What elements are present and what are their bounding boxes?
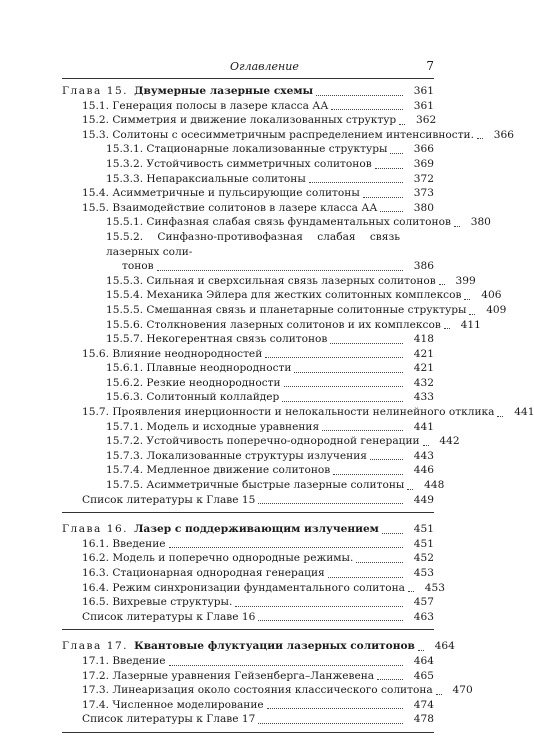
chapter-number: Глава 17. xyxy=(62,640,129,653)
toc-entry[interactable] xyxy=(62,595,434,610)
dot-leader xyxy=(330,343,403,344)
toc-entry-label: 17.1. Введение xyxy=(82,654,166,667)
toc-entry-label: 15.5.1. Синфазная слабая связь фундаментальных солитонов xyxy=(106,216,451,229)
toc-entry[interactable] xyxy=(62,142,434,157)
toc-page-number: 452 xyxy=(413,552,434,565)
toc-page-number: 441 xyxy=(413,420,434,433)
toc-entry[interactable] xyxy=(62,201,434,216)
toc-entry-label: 15.5.6. Столкновения лазерных солитонов и их комплексов xyxy=(106,318,441,331)
toc-page-number: 362 xyxy=(415,114,437,127)
toc-entry-label: 15.5.5. Смешанная связь и планетарные солитонные структуры xyxy=(106,303,467,316)
toc-page-number: 411 xyxy=(460,318,481,331)
toc-page-number: 478 xyxy=(413,713,434,726)
toc-entry-label: Список литературы к Главе 17 xyxy=(82,713,256,726)
toc-entry[interactable] xyxy=(62,493,434,508)
toc-page-number: 409 xyxy=(486,303,507,316)
toc-entry-label: 17.2. Лазерные уравнения Гейзенберга–Ланжевена xyxy=(82,669,375,682)
toc-page-number: 366 xyxy=(413,143,434,156)
toc-page-number: 443 xyxy=(413,449,434,462)
toc-entry-label: 15.3.1. Стационарные локализованные структуры xyxy=(106,143,388,156)
toc-page-number: 380 xyxy=(413,201,434,214)
toc-entry-label: 15.6. Влияние неоднородностей xyxy=(82,347,263,360)
toc-entry-label: 16.5. Вихревые структуры. xyxy=(82,596,233,609)
toc-entry-label: 15.6.1. Плавные неоднородности xyxy=(106,362,292,375)
dot-leader xyxy=(235,606,403,607)
dot-leader xyxy=(408,591,414,592)
toc-entry[interactable] xyxy=(62,172,434,187)
dot-leader xyxy=(169,547,403,548)
dot-leader xyxy=(444,328,450,329)
toc-page-number: 418 xyxy=(413,333,434,346)
toc-entry[interactable]: 15.5.2. Синфазно-противофазная слабая связь лазерных соли- xyxy=(106,230,400,258)
chapter-heading-label xyxy=(62,84,313,99)
toc-entry-label: 15.5. Взаимодействие солитонов в лазере класса АА xyxy=(82,201,378,214)
toc-entry-label: 15.7.1. Модель и исходные уравнения xyxy=(106,420,320,433)
toc-page-number: 465 xyxy=(413,669,434,682)
toc-entry[interactable] xyxy=(62,274,476,289)
toc-entry[interactable] xyxy=(62,215,491,230)
toc-page-number: 366 xyxy=(493,128,514,141)
toc-page-number: 432 xyxy=(413,376,434,389)
dot-leader xyxy=(265,357,403,358)
dot-leader xyxy=(363,197,403,198)
toc-entry-continuation[interactable] xyxy=(62,259,434,274)
chapter-number: Глава 15. xyxy=(62,85,129,97)
dot-leader xyxy=(436,694,442,695)
dot-leader xyxy=(328,577,403,578)
chapter-title: Лазер с поддерживающим излучением xyxy=(134,523,379,536)
toc-entry[interactable] xyxy=(62,698,434,713)
toc-entry-label: 15.5.3. Сильная и сверхсильная связь лазерных солитонов xyxy=(106,274,436,287)
dot-leader xyxy=(157,270,403,271)
toc-entry-label: 16.3. Стационарная однородная генерация xyxy=(82,567,325,579)
toc-page-number: 406 xyxy=(481,289,502,302)
dot-leader xyxy=(407,489,413,490)
dot-leader xyxy=(333,474,403,475)
toc-entry[interactable] xyxy=(62,449,434,464)
toc-page-number: 380 xyxy=(470,216,491,229)
dot-leader xyxy=(284,386,403,387)
dot-leader xyxy=(454,226,460,227)
dot-leader xyxy=(382,533,403,534)
dot-leader xyxy=(322,430,403,431)
toc-entry[interactable] xyxy=(62,683,473,698)
toc-entry[interactable] xyxy=(62,303,507,318)
toc-page-number: 441 xyxy=(514,406,534,419)
toc-entry-label: 15.7.5. Асимметричные быстрые лазерные солитоны xyxy=(106,479,405,492)
toc-page-number: 369 xyxy=(413,157,434,170)
dot-leader xyxy=(267,708,403,709)
chapter-heading-label xyxy=(62,639,415,654)
toc-entry-label: 15.5.4. Механика Эйлера для жестких солитонных комплексов xyxy=(106,289,462,302)
toc-page-number: 451 xyxy=(413,537,434,550)
toc-entry[interactable] xyxy=(62,288,502,303)
dot-leader xyxy=(331,109,403,110)
chapter-heading[interactable] xyxy=(62,84,434,99)
header-title: Оглавление xyxy=(230,60,299,73)
toc-entry[interactable] xyxy=(62,551,434,566)
toc-entry-label: 15.4. Асимметричные и пульсирующие солитоны xyxy=(82,187,360,200)
toc-entry[interactable] xyxy=(62,128,514,143)
toc-entry-label: 17.3. Линеаризация около состояния классического солитона xyxy=(82,684,433,697)
chapter-heading[interactable] xyxy=(62,522,434,537)
toc-page-number: 421 xyxy=(413,347,434,360)
chapter-title: Двумерные лазерные схемы xyxy=(134,85,314,97)
toc-entry-label: 16.2. Модель и поперечно однородные режимы. xyxy=(82,552,354,565)
chapter-page-number: 464 xyxy=(434,640,455,653)
chapter-section xyxy=(62,639,473,733)
toc-page-number: 464 xyxy=(413,654,434,667)
toc-entry[interactable] xyxy=(62,405,534,420)
toc-page-number: 474 xyxy=(413,698,434,711)
toc-entry[interactable] xyxy=(62,157,434,172)
toc-entry[interactable] xyxy=(62,390,434,405)
toc-page-number: 361 xyxy=(413,99,434,112)
dot-leader xyxy=(282,401,403,402)
toc-entry[interactable] xyxy=(62,376,434,391)
toc-page-number: 453 xyxy=(413,567,434,579)
dot-leader xyxy=(375,168,403,169)
toc-page-number: 446 xyxy=(413,464,434,477)
toc-page-number: 449 xyxy=(413,493,434,506)
chapter-heading-label xyxy=(62,522,379,537)
chapter-section xyxy=(62,84,534,513)
toc-entry[interactable] xyxy=(62,712,434,727)
dot-leader xyxy=(370,459,403,460)
chapter-number: Глава 16. xyxy=(62,523,129,536)
chapter-section xyxy=(62,522,445,630)
toc-entry[interactable] xyxy=(62,332,434,347)
dot-leader xyxy=(477,138,483,139)
running-header xyxy=(62,58,434,79)
dot-leader xyxy=(418,650,424,651)
toc-entry[interactable] xyxy=(62,581,445,596)
toc-entry-label: 15.2. Симметрия и движение локализованных структур xyxy=(82,114,397,127)
toc-entry[interactable] xyxy=(62,434,460,449)
toc-entry[interactable] xyxy=(62,318,481,333)
toc-entry[interactable] xyxy=(62,347,434,362)
toc-entry-label: 15.7.3. Локализованные структуры излучения xyxy=(106,449,367,462)
dot-leader xyxy=(316,95,403,96)
toc-page-number: 448 xyxy=(424,479,445,492)
toc-page-number: 457 xyxy=(413,596,434,609)
toc-page-number: 433 xyxy=(413,391,434,404)
dot-leader xyxy=(399,124,405,125)
toc-entry-label: Список литературы к Главе 15 xyxy=(82,493,256,506)
dot-leader xyxy=(258,503,403,504)
toc-entry-label: Список литературы к Главе 16 xyxy=(82,610,256,623)
toc-page-number: 463 xyxy=(413,610,434,623)
toc-page-number: 373 xyxy=(413,187,434,200)
header-page-number: 7 xyxy=(426,59,434,73)
toc-page-number: 442 xyxy=(439,435,460,448)
toc-entry[interactable] xyxy=(62,99,434,114)
toc-page-number: 453 xyxy=(424,581,445,594)
toc-page-number: 421 xyxy=(413,362,434,375)
dot-leader xyxy=(294,372,403,373)
dot-leader xyxy=(390,153,403,154)
toc-entry-label: 15.6.2. Резкие неоднородности xyxy=(106,376,281,389)
toc-page-number: 470 xyxy=(452,684,473,697)
chapter-page-number: 361 xyxy=(413,85,434,97)
dot-leader xyxy=(469,314,475,315)
chapter-page-number: 451 xyxy=(413,523,434,536)
toc-entry-label: 15.3.3. Непараксиальные солитоны xyxy=(106,172,306,185)
dot-leader xyxy=(377,679,403,680)
toc-entry[interactable] xyxy=(62,113,437,128)
toc-entry-label: 17.4. Численное моделирование xyxy=(82,698,264,711)
toc-entry-label: 15.5.7. Некогерентная связь солитонов xyxy=(106,333,328,346)
toc-entry-label: 15.3. Солитоны с осесимметричным распределением интенсивности. xyxy=(82,128,474,141)
toc-entry-label: 15.7.2. Устойчивость поперечно-однородной генерации xyxy=(106,435,420,448)
toc-entry-label: 15.3.2. Устойчивость симметричных солитонов xyxy=(106,157,372,170)
toc-entry-label: тонов xyxy=(122,260,154,273)
dot-leader xyxy=(356,562,403,563)
toc-entry[interactable] xyxy=(62,463,434,478)
dot-leader xyxy=(380,211,403,212)
chapter-heading[interactable] xyxy=(62,639,455,654)
chapter-title: Квантовые флуктуации лазерных солитонов xyxy=(134,640,415,653)
toc-entry[interactable] xyxy=(62,566,434,581)
toc-entry[interactable] xyxy=(62,420,434,435)
toc-entry-label: 16.4. Режим синхронизации фундаментального солитона xyxy=(82,581,405,594)
toc-entry[interactable] xyxy=(62,537,434,552)
toc-entry[interactable] xyxy=(62,610,434,625)
dot-leader xyxy=(464,299,470,300)
dot-leader xyxy=(258,620,403,621)
dot-leader xyxy=(497,416,503,417)
dot-leader xyxy=(309,182,403,183)
dot-leader xyxy=(169,665,403,666)
toc-entry-label: 16.1. Введение xyxy=(82,537,166,550)
toc-entry-label: 15.6.3. Солитонный коллайдер xyxy=(106,391,280,404)
toc-entry[interactable] xyxy=(62,669,434,684)
toc-entry-label: 15.1. Генерация полосы в лазере класса АА xyxy=(82,99,329,112)
toc-entry[interactable] xyxy=(62,478,445,493)
toc-entry[interactable] xyxy=(62,361,434,376)
toc-entry-label: 15.7. Проявления инерционности и нелокальности нелинейного отклика xyxy=(82,406,495,419)
toc-page-number: 399 xyxy=(455,274,476,287)
dot-leader xyxy=(439,284,445,285)
toc-page-number: 386 xyxy=(413,260,434,273)
dot-leader xyxy=(423,445,429,446)
toc-page-number: 372 xyxy=(413,172,434,185)
dot-leader xyxy=(258,723,403,724)
toc-entry[interactable] xyxy=(62,186,434,201)
toc-entry-label: 15.7.4. Медленное движение солитонов xyxy=(106,464,331,477)
toc-entry[interactable] xyxy=(62,654,434,669)
table-of-contents xyxy=(62,84,534,742)
